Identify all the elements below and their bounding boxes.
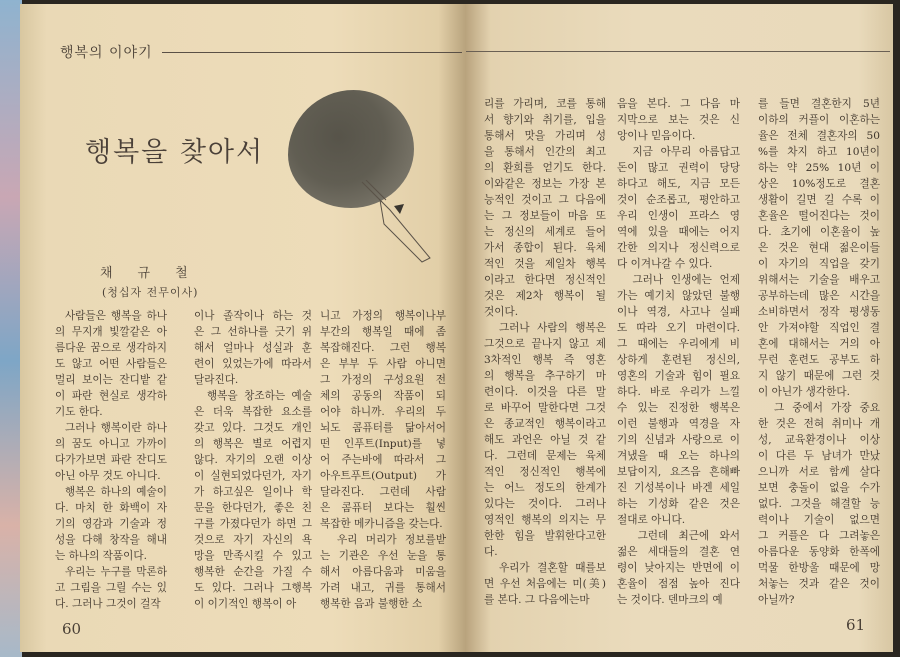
text-line: 는 어느 정도의 한계가 bbox=[484, 482, 606, 494]
text-line: 성, 교육환경이나 이상 bbox=[758, 434, 880, 446]
text-line: 하다고 해도, 지금 모든 bbox=[617, 178, 740, 190]
adjacent-page-edge bbox=[0, 0, 22, 657]
text-line: 다. 초기에 이혼율이 높 bbox=[758, 226, 880, 238]
right-column-1 bbox=[484, 96, 606, 608]
text-line: 다. bbox=[484, 546, 498, 558]
text-line: 성을 다해 창작을 해내 bbox=[55, 534, 167, 546]
text-line: 통해서 맛을 가리며 성 bbox=[484, 130, 606, 142]
text-line: 행복한 순간을 가질 수 bbox=[194, 566, 312, 578]
text-line: 수 있는 진정한 행복은 bbox=[617, 402, 740, 414]
text-line: 아닐까? bbox=[758, 594, 795, 606]
text-line: 달라진다. 그런데 사람 bbox=[320, 486, 446, 498]
text-line: 기의 영감과 기술과 정 bbox=[55, 518, 167, 530]
text-line: 은 종교적인 행복이라고 bbox=[484, 418, 606, 430]
article-title: 행복을 찾아서 bbox=[85, 137, 265, 168]
text-line: 서 향기와 취기를, 입을 bbox=[484, 114, 606, 126]
text-line: 이나 졸작이나 하는 것 bbox=[194, 310, 312, 322]
text-line: 은 부부 두 사람 아니면 bbox=[320, 358, 446, 370]
text-line: 고 그림을 그릴 수는 있 bbox=[55, 582, 167, 594]
text-line: 기도 한다. bbox=[55, 406, 103, 418]
text-line: 는 하나의 작품이다. bbox=[55, 550, 147, 562]
text-line: %를 차지 하고 10년이 bbox=[758, 146, 880, 158]
text-line: 이 이기적인 행복이 아 bbox=[194, 598, 297, 610]
text-line: 리를 가리며, 코를 통해 bbox=[484, 98, 606, 110]
text-line: 한한 힘을 발휘한다고한 bbox=[484, 530, 606, 542]
text-line: 간한 의지나 정신력으로 bbox=[617, 242, 740, 254]
text-line: 무런 훈련도 공부도 하 bbox=[758, 354, 880, 366]
text-line: 구를 가졌다던가 하면 그 bbox=[194, 518, 312, 530]
text-line: 그런데 최근에 와서 bbox=[617, 530, 740, 542]
text-line: 능적인 것이고 그 다음에 bbox=[484, 194, 606, 206]
left-column-2 bbox=[194, 308, 312, 612]
text-line: 지 않기 때문에 그런 것 bbox=[758, 370, 880, 382]
text-line: 우리 인생이 프라스 영 bbox=[617, 210, 740, 222]
text-line: 혼율은 떨어진다는 것이 bbox=[758, 210, 880, 222]
text-line: 도 있다. 그러나 그행복 bbox=[194, 582, 312, 594]
text-line: 문을 한다던가, 좋은 친 bbox=[194, 502, 312, 514]
text-line: 이 자기의 직업을 갖기 bbox=[758, 258, 880, 270]
text-line: 영적인 행복의 의지는 무 bbox=[484, 514, 606, 526]
text-line: 3차적인 행복 즉 영혼 bbox=[484, 354, 606, 366]
text-line: 망을 만족시킬 수 있고 bbox=[194, 550, 312, 562]
text-line: 것으로 자기 자신의 욕 bbox=[194, 534, 312, 546]
left-column-1 bbox=[55, 308, 167, 612]
text-line: 는 정신의 세계로 들어 bbox=[484, 226, 606, 238]
text-line: 이 아닌가 생각한다. bbox=[758, 386, 850, 398]
header-rule-right bbox=[466, 51, 890, 52]
text-line: 로 바꾸어 말한다면 그것 bbox=[484, 402, 606, 414]
text-line: 그 중에서 가장 중요 bbox=[758, 402, 880, 414]
text-line: 은 것은 현대 젊은이들 bbox=[758, 242, 880, 254]
text-line: 우리가 결혼할 때를보 bbox=[484, 562, 606, 574]
text-line: 보면 충돌이 없을 수가 bbox=[758, 482, 880, 494]
text-line: 행복을 창조하는 예술 bbox=[194, 390, 312, 402]
text-line: 겨냈을 때 오는 하나의 bbox=[617, 450, 740, 462]
text-line: 체의 공동의 작품이 되 bbox=[320, 390, 446, 402]
text-line: 의 무지개 빛깔같은 아 bbox=[55, 326, 167, 338]
text-line: 음을 본다. 그 다음 마 bbox=[617, 98, 740, 110]
text-line: 다. 그런데 문제는 육체 bbox=[484, 450, 606, 462]
text-line: 아우트푸트(Output) 가 bbox=[320, 470, 446, 482]
text-line: 해서 아름다움과 미움을 bbox=[320, 566, 446, 578]
text-line: 멀리 보이는 잔디밭 같 bbox=[55, 374, 167, 386]
text-line: 역에 있을 때에는 어지 bbox=[617, 226, 740, 238]
right-column-3 bbox=[758, 96, 880, 608]
text-line: 령이 낮아지는 반면에 이 bbox=[617, 562, 740, 574]
running-head: 행복의 이야기 bbox=[60, 45, 153, 61]
text-line: 있다는 것이다. 그러나 bbox=[484, 498, 606, 510]
text-line: 적인 정신적인 행복에 bbox=[484, 466, 606, 478]
text-line: 련이다. 이것을 다른 말 bbox=[484, 386, 606, 398]
text-line: 혼율이 점점 높아 진다 bbox=[617, 578, 740, 590]
text-line: 면 우선 처음에는 미(美) bbox=[484, 578, 606, 590]
text-line: 갖고 있다. 그것도 개인 bbox=[194, 422, 312, 434]
text-line: 의 행복은 별로 어렵지 bbox=[194, 438, 312, 450]
text-line: 력이나 기술이 없으면 bbox=[758, 514, 880, 526]
text-line: 어야 하니까. 우리의 두 bbox=[320, 406, 446, 418]
text-line: 달라진다. bbox=[194, 374, 239, 386]
text-line: 없다. 그것을 해결할 능 bbox=[758, 498, 880, 510]
text-line: 하는 기성화 같은 것은 bbox=[617, 498, 740, 510]
author-name: 채규철 bbox=[100, 266, 213, 281]
text-line: 는 기관은 우선 눈을 통 bbox=[320, 550, 446, 562]
text-line: 절대로 아니다. bbox=[617, 514, 686, 526]
text-line: 를 들면 결혼한지 5년 bbox=[758, 98, 880, 110]
text-line: 그 커플은 다 그려놓은 bbox=[758, 530, 880, 542]
left-column-3 bbox=[320, 308, 446, 612]
text-line: 도 따라 오기 마련이다. bbox=[617, 322, 740, 334]
text-line: 것이다. bbox=[484, 306, 519, 318]
author-affiliation: (청십자 전무이사) bbox=[102, 286, 199, 299]
right-column-2 bbox=[617, 96, 740, 608]
text-line: 이와같은 정보는 가장 본 bbox=[484, 178, 606, 190]
text-line: 의 꿈도 아니고 가까이 bbox=[55, 438, 167, 450]
text-line: 어 주는바에 따라서 그 bbox=[320, 454, 446, 466]
text-line: 율은 전체 결혼자의 50 bbox=[758, 130, 880, 142]
text-line: 은 더욱 복잡한 요소를 bbox=[194, 406, 312, 418]
text-line: 부간의 행복일 때에 좀 bbox=[320, 326, 446, 338]
text-line: 은 콤퓨터 보다는 훨씬 bbox=[320, 502, 446, 514]
text-line: 적인 것을 제일차 행복 bbox=[484, 258, 606, 270]
text-line: 니고 가정의 행복이나부 bbox=[320, 310, 446, 322]
text-line: 이 다른 두 남녀가 만났 bbox=[758, 450, 880, 462]
text-line: 그 가정의 구성요원 전 bbox=[320, 374, 446, 386]
text-line: 위해서는 기술을 배우고 bbox=[758, 274, 880, 286]
text-line: 우리는 누구를 막론하 bbox=[55, 566, 167, 578]
text-line: 이런 불행과 역경을 자 bbox=[617, 418, 740, 430]
text-line: 그러나 행복이란 하나 bbox=[55, 422, 167, 434]
text-line: 한 것은 전혀 취미나 개 bbox=[758, 418, 880, 430]
text-line: 지금 아무리 아름답고 bbox=[617, 146, 740, 158]
text-line: 가는 예기치 않았던 불행 bbox=[617, 290, 740, 302]
text-line: 해서 얼마나 성실과 훈 bbox=[194, 342, 312, 354]
text-line: 복잡한 메카니즘을 갖는다. bbox=[320, 518, 443, 530]
text-line: 상은 10%정도로 결혼 bbox=[758, 178, 880, 190]
text-line: 가려 내고, 귀를 통해서 bbox=[320, 582, 446, 594]
text-line: 젊은 세대들의 결혼 연 bbox=[617, 546, 740, 558]
text-line: 름다운 꿈으로 생각하지 bbox=[55, 342, 167, 354]
text-line: 보답이지, 요즈음 흔해빠 bbox=[617, 466, 740, 478]
text-line: 의 환희를 얻기도 한다. bbox=[484, 162, 606, 174]
text-line: 아름다운 동양화 한폭에 bbox=[758, 546, 880, 558]
text-line: 생활이 길면 길 수록 이 bbox=[758, 194, 880, 206]
text-line: 처놓는 것과 같은 것이 bbox=[758, 578, 880, 590]
text-line: 않다. 자기의 오랜 이상 bbox=[194, 454, 312, 466]
text-line: 가서 종합이 된다. 육체 bbox=[484, 242, 606, 254]
text-line: 떤 인푸트(Input)를 넣 bbox=[320, 438, 446, 450]
text-line: 행복한 음과 불행한 소 bbox=[320, 598, 423, 610]
text-line: 기의 신념과 사랑으로 이 bbox=[617, 434, 740, 446]
text-line: 먹물 한방울 때문에 망 bbox=[758, 562, 880, 574]
text-line: 돈이 많고 권력이 당당 bbox=[617, 162, 740, 174]
text-line: 다가가보면 파란 잔디도 bbox=[55, 454, 167, 466]
text-line: 것은 제2차 행복이 될 bbox=[484, 290, 606, 302]
text-line: 하는 약 25% 10년 이 bbox=[758, 162, 880, 174]
text-line: 이 실현되었다던가, 자기 bbox=[194, 470, 312, 482]
text-line: 뇌도 콤퓨터를 닮아서어 bbox=[320, 422, 446, 434]
text-line: 이나 역경, 사고나 실패 bbox=[617, 306, 740, 318]
text-line: 영혼의 기술과 힘이 필요 bbox=[617, 370, 740, 382]
text-line: 그러나 사람의 행복은 bbox=[484, 322, 606, 334]
text-line: 이하의 커플이 이혼하는 bbox=[758, 114, 880, 126]
text-line: 해도 과언은 아닐 것 같 bbox=[484, 434, 606, 446]
text-line: 는 그 정보들이 마음 또 bbox=[484, 210, 606, 222]
text-line: 공부하는데 많은 시간을 bbox=[758, 290, 880, 302]
text-line: 을 통해서 인간의 최고 bbox=[484, 146, 606, 158]
text-line: 는 것이다. 덴마크의 예 bbox=[617, 594, 723, 606]
text-line: 련이 있었는가에 따라서 bbox=[194, 358, 312, 370]
text-line: 혼에 대해서는 거의 아 bbox=[758, 338, 880, 350]
text-line: 그 때에는 우리에게 비 bbox=[617, 338, 740, 350]
text-line: 우리 머리가 정보를받 bbox=[320, 534, 446, 546]
text-line: 앙이나 믿음이다. bbox=[617, 130, 696, 142]
page-number-right: 61 bbox=[846, 616, 866, 634]
text-line: 다. 그러나 그것이 걸작 bbox=[55, 598, 161, 610]
text-line: 다. 마치 한 화백이 자 bbox=[55, 502, 167, 514]
text-line: 의 행복을 추구하기 마 bbox=[484, 370, 606, 382]
text-line: 진 기성복이나 바겐 세일 bbox=[617, 482, 740, 494]
text-line: 사람들은 행복을 하나 bbox=[55, 310, 167, 322]
text-line: 으니까 서로 함께 살다 bbox=[758, 466, 880, 478]
text-line: 행복은 하나의 예술이 bbox=[55, 486, 167, 498]
text-line: 아닌 아무 것도 아니다. bbox=[55, 470, 161, 482]
text-line: 이 파란 현실로 생각하 bbox=[55, 390, 167, 402]
text-line: 를 본다. 그 다음에는마 bbox=[484, 594, 590, 606]
text-line: 상하게 훈련된 정신의, bbox=[617, 354, 740, 366]
text-line: 그것으로 끝나지 않고 제 bbox=[484, 338, 606, 350]
text-line: 복잡해진다. 그런 행복 bbox=[320, 342, 446, 354]
text-line: 은 그 선하나를 긋기 위 bbox=[194, 326, 312, 338]
text-line: 하다. 바로 우리가 느낄 bbox=[617, 386, 740, 398]
text-line: 지막으로 보는 것은 신 bbox=[617, 114, 740, 126]
text-line: 도 않고 어떤 사람들은 bbox=[55, 358, 167, 370]
page-number-left: 60 bbox=[62, 620, 82, 638]
fan-handle-illustration bbox=[360, 180, 440, 270]
text-line: 가 하고싶은 일이나 학 bbox=[194, 486, 312, 498]
text-line: 안 가져야할 직업인 결 bbox=[758, 322, 880, 334]
text-line: 이라고 한다면 정신적인 bbox=[484, 274, 606, 286]
text-line: 다 이겨나갈 수 있다. bbox=[617, 258, 713, 270]
header-rule bbox=[162, 52, 462, 53]
text-line: 그러나 인생에는 언제 bbox=[617, 274, 740, 286]
text-line: 소비하면서 정작 평생동 bbox=[758, 306, 880, 318]
text-line: 것이 순조롭고, 평안하고 bbox=[617, 194, 740, 206]
